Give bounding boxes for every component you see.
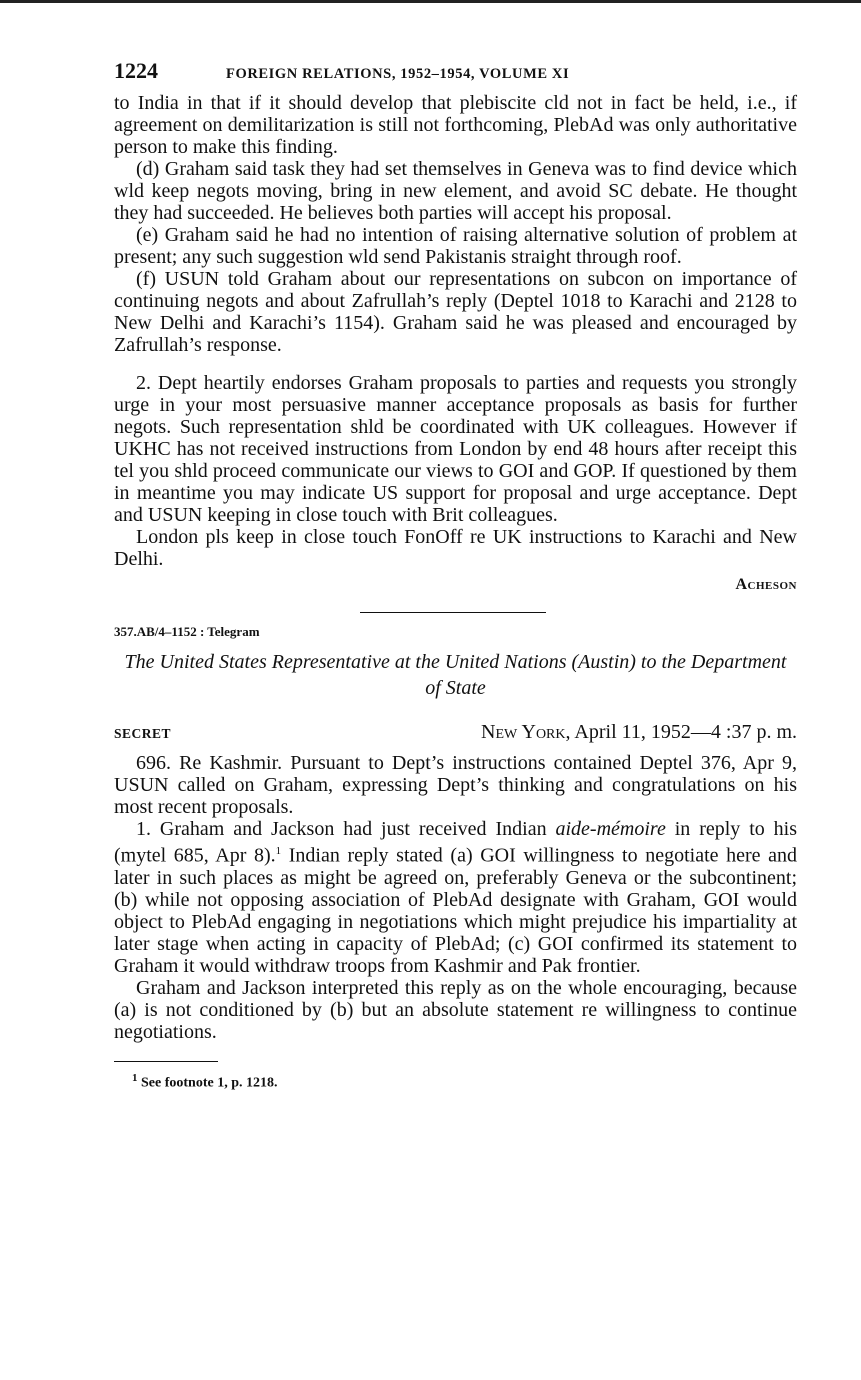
running-head: FOREIGN RELATIONS, 1952–1954, VOLUME XI (226, 66, 570, 82)
signature-acheson: Acheson (735, 576, 797, 593)
footnote-text: See footnote 1, p. 1218. (141, 1075, 278, 1091)
dateline (481, 721, 797, 744)
page-content (114, 58, 797, 1091)
footnote-mark: 1 (132, 1071, 138, 1084)
paragraph-continuation: to India in that if it should develop that plebiscite cld not in fact be held, i.e., if agreement on demilitarization is still not forthcoming, PlebAd was only authoritative person to make this finding. (114, 92, 797, 158)
paragraph-1-text-b: in reply to his (mytel 685, Apr 8). (114, 818, 798, 867)
paragraph-1-text-a: 1. Graham and Jackson had just received Indian (136, 818, 556, 840)
document-divider (360, 612, 546, 613)
page-number: 1224 (114, 58, 158, 83)
classification-label: SECRET (114, 726, 172, 741)
paragraph-1-text-c: Indian reply stated (a) GOI willingness to negotiate here and later in such places as might be agreed on, preferably Geneva or the subcontinent; (b) while not opposing association of PlebAd designate with Graham, GOI would object to PlebAd engaging in negotiations which might prejudice his impartiality at later stage when acting in capacity of PlebAd; (c) GOI confirmed its statement to Graham it would withdraw troops from Kashmir and Pak frontier. (114, 844, 798, 977)
paragraph-last: Graham and Jackson interpreted this reply as on the whole encouraging, because (a) is not conditioned by (b) but an absolute statement re willingness to continue negotiations. (114, 976, 797, 1043)
paragraph-item-f: (f) USUN told Graham about our representations on subcon on importance of continuing negots and about Zafrullah’s reply (Deptel 1018 to Karachi and 2128 to New Delhi and Karachi’s 1154). Graham said he was pleased and encouraged by Zafrullah’s response. (114, 268, 797, 356)
paragraph-2: 2. Dept heartily endorses Graham proposals to parties and requests you strongly urge in your most persuasive manner acceptance proposals as basis for further negots. Such representation shld be coordinated with UK colleagues. However if UKHC has not received instructions from London by end 48 hours after receipt this tel you shld proceed communicate our views to GOI and GOP. If questioned by them in meantime you may indicate US support for proposal and urge acceptance. Dept and USUN keeping in close touch with Brit colleagues. (114, 372, 797, 526)
footnote-rule (114, 1061, 218, 1062)
dateline-row (114, 721, 797, 744)
paragraph-london: London pls keep in close touch FonOff re UK instructions to Karachi and New Delhi. (114, 526, 797, 570)
paragraph-item-e: (e) Graham said he had no intention of raising alternative solution of problem at present; any such suggestion wld send Pakistanis straight through roof. (114, 224, 797, 268)
footnote (114, 1072, 797, 1092)
paragraph-696: 696. Re Kashmir. Pursuant to Dept’s instructions contained Deptel 376, Apr 9, USUN called on Graham, expressing Dept’s thinking and congratulations on his most recent proposals. (114, 752, 797, 818)
document-title: The United States Representative at the United Nations (Austin) to the Department of State (124, 651, 787, 699)
page-header (114, 58, 797, 92)
footnote-marker: 1 (275, 845, 282, 857)
paragraph-item-d: (d) Graham said task they had set themselves in Geneva was to find device which wld keep negots moving, bring in new element, and avoid SC debate. He thought they had succeeded. He believes both parties will accept his proposal. (114, 158, 797, 224)
dateline-place: New York, (481, 721, 571, 743)
top-border-rule (0, 0, 861, 3)
paragraph-1 (114, 818, 797, 977)
dateline-time: April 11, 1952—4 :37 p. m. (574, 721, 797, 743)
paragraph-1-italic: aide-mémoire (555, 818, 666, 840)
file-reference: 357.AB/4–1152 : Telegram (114, 624, 260, 639)
